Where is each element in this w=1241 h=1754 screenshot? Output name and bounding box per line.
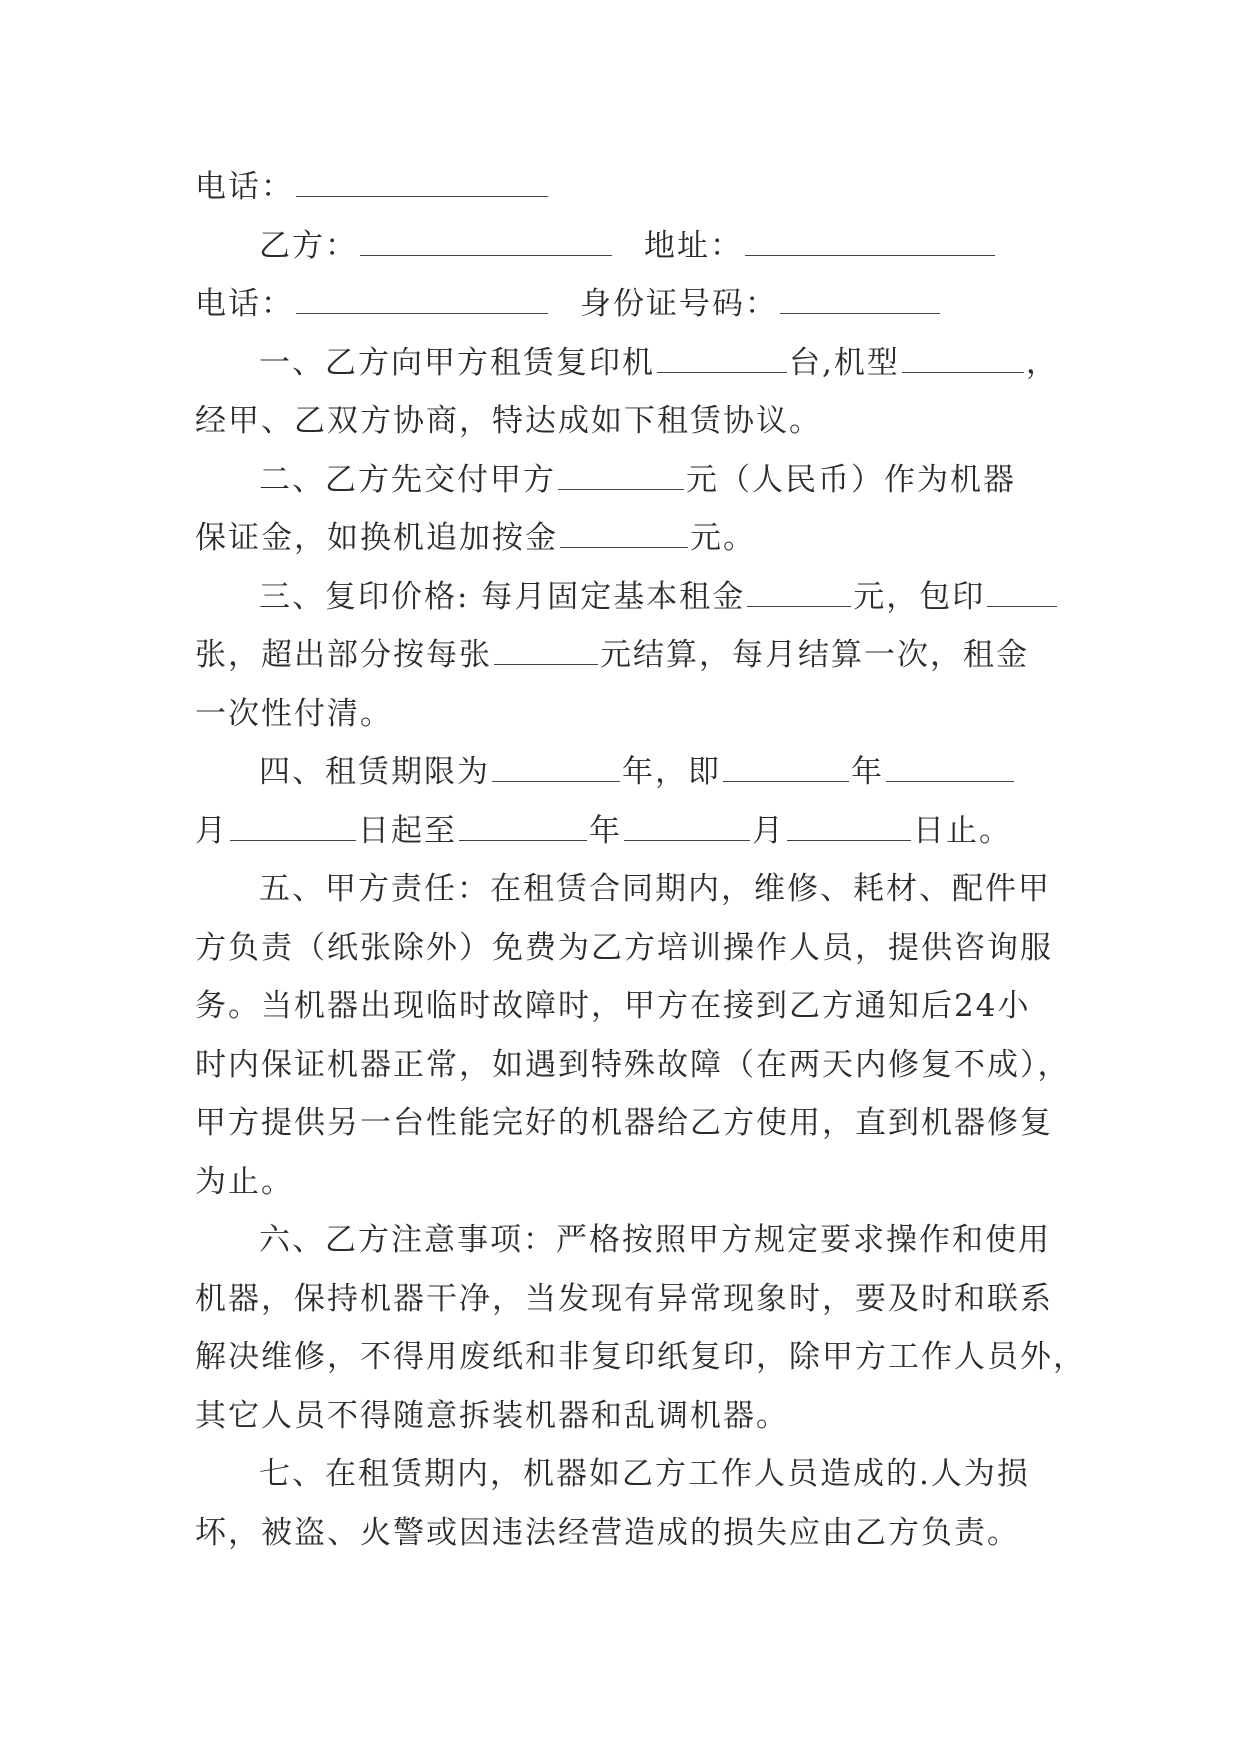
clause-4-text-f: 年 bbox=[589, 812, 622, 849]
id-number-blank bbox=[780, 287, 940, 314]
clause-5-text-b: 方负责（纸张除外）免费为乙方培训操作人员，提供咨询服 bbox=[195, 929, 1053, 966]
clause-5-text-d: 时内保证机器正常，如遇到特殊故障（在两天内修复不成）， bbox=[195, 1046, 1071, 1083]
phone-id-line bbox=[195, 275, 1075, 334]
deposit-blank bbox=[558, 463, 684, 490]
clause-2-text-a: 二、乙方先交付甲方 bbox=[259, 461, 556, 498]
clause-5-line-3 bbox=[195, 977, 1075, 1036]
clause-2-line-1 bbox=[195, 451, 1075, 510]
clause-1-text-d: 经甲、乙双方协商，特达成如下租赁协议。 bbox=[195, 403, 822, 439]
phone-label: 电话： bbox=[195, 169, 294, 205]
clause-2-text-d: 元。 bbox=[690, 520, 756, 556]
clause-3-text-a: 三、复印价格: 每月固定基本租金 bbox=[259, 578, 746, 615]
clause-4-text-a: 四、租赁期限为 bbox=[259, 754, 490, 790]
clause-4-text-b: 年，即 bbox=[622, 754, 721, 790]
clause-4-line-1 bbox=[195, 743, 1075, 802]
clause-1-text-b: 台,机型 bbox=[789, 344, 900, 381]
id-number-label: 身份证号码： bbox=[580, 286, 778, 322]
clause-6-text-d: 其它人员不得随意拆装机器和乱调机器。 bbox=[195, 1397, 789, 1434]
clause-5-text-c: 务。当机器出现临时故障时，甲方在接到乙方通知后24小 bbox=[195, 988, 1031, 1024]
extra-deposit-blank bbox=[560, 521, 688, 548]
clause-3-text-c: 张，超出部分按每张 bbox=[195, 637, 492, 673]
clause-1-text-c: ， bbox=[1025, 344, 1059, 381]
included-copies-blank bbox=[987, 580, 1057, 607]
party-b-blank bbox=[360, 229, 612, 256]
clause-2-text-b: 元（人民币）作为机器 bbox=[686, 461, 1016, 498]
start-month-blank bbox=[886, 755, 1014, 782]
clause-4-text-h: 日止。 bbox=[913, 812, 1012, 849]
clause-3-text-e: 一次性付清。 bbox=[195, 695, 393, 732]
clause-5-line-6 bbox=[195, 1153, 1075, 1212]
clause-5-text-f: 为止。 bbox=[195, 1163, 294, 1200]
clause-7-text-a: 七、在租赁期内，机器如乙方工作人员造成的.人为损 bbox=[259, 1456, 1030, 1492]
clause-4-text-g: 月 bbox=[752, 812, 785, 849]
clause-4-text-c: 年 bbox=[851, 754, 884, 790]
lease-years-blank bbox=[492, 755, 620, 782]
machine-count-blank bbox=[657, 346, 787, 373]
clause-6-text-a: 六、乙方注意事项：严格按照甲方规定要求操作和使用 bbox=[259, 1222, 1051, 1258]
clause-7-line-1 bbox=[195, 1445, 1075, 1504]
clause-3-text-d: 元结算，每月结算一次，租金 bbox=[600, 637, 1029, 673]
clause-4-line-2 bbox=[195, 802, 1075, 861]
clause-3-line-3 bbox=[195, 685, 1075, 744]
clause-6-line-2 bbox=[195, 1270, 1075, 1329]
phone-blank-b bbox=[296, 287, 548, 314]
clause-5-line-4 bbox=[195, 1036, 1075, 1095]
address-label: 地址： bbox=[644, 227, 743, 264]
clause-1-text-a: 一、乙方向甲方租赁复印机 bbox=[259, 344, 655, 381]
clause-5-text-a: 五、甲方责任：在租赁合同期内，维修、耗材、配件甲 bbox=[259, 871, 1051, 907]
base-rent-blank bbox=[747, 580, 851, 607]
address-blank bbox=[745, 229, 995, 256]
end-day-blank bbox=[787, 814, 911, 841]
start-day-blank bbox=[230, 814, 356, 841]
contract-page bbox=[195, 158, 1086, 1562]
phone-blank bbox=[296, 170, 548, 197]
end-year-blank bbox=[459, 814, 587, 841]
clause-5-line-1 bbox=[195, 860, 1075, 919]
party-b-label: 乙方： bbox=[259, 227, 358, 264]
clause-1-line-2 bbox=[195, 392, 1075, 451]
clause-6-text-b: 机器，保持机器干净，当发现有异常现象时，要及时和联系 bbox=[195, 1280, 1053, 1317]
clause-5-line-5 bbox=[195, 1094, 1075, 1153]
clause-6-line-3 bbox=[195, 1328, 1086, 1387]
clause-3-text-b: 元，包印 bbox=[853, 578, 986, 615]
end-month-blank bbox=[624, 814, 750, 841]
clause-3-line-1 bbox=[195, 568, 1075, 627]
machine-model-blank bbox=[902, 346, 1024, 373]
clause-4-text-e: 日起至 bbox=[358, 812, 457, 849]
clause-1-line-1 bbox=[195, 334, 1075, 393]
clause-6-line-1 bbox=[195, 1211, 1075, 1270]
per-copy-price-blank bbox=[494, 638, 598, 665]
clause-3-line-2 bbox=[195, 626, 1075, 685]
clause-2-text-c: 保证金，如换机追加按金 bbox=[195, 520, 558, 556]
clause-5-text-e: 甲方提供另一台性能完好的机器给乙方使用，直到机器修复 bbox=[195, 1105, 1053, 1141]
phone-label-b: 电话： bbox=[195, 286, 294, 322]
clause-4-text-d: 月 bbox=[195, 812, 228, 849]
clause-5-line-2 bbox=[195, 919, 1075, 978]
phone-line-party-a bbox=[195, 158, 1075, 217]
start-year-blank bbox=[723, 755, 849, 782]
clause-6-line-4 bbox=[195, 1387, 1075, 1446]
clause-7-line-2 bbox=[195, 1504, 1075, 1563]
clause-2-line-2 bbox=[195, 509, 1075, 568]
clause-6-text-c: 解决维修，不得用废纸和非复印纸复印，除甲方工作人员外， bbox=[195, 1339, 1086, 1375]
clause-7-text-b: 坏，被盗、火警或因违法经营造成的损失应由乙方负责。 bbox=[195, 1514, 1020, 1551]
party-b-line bbox=[195, 217, 1075, 276]
